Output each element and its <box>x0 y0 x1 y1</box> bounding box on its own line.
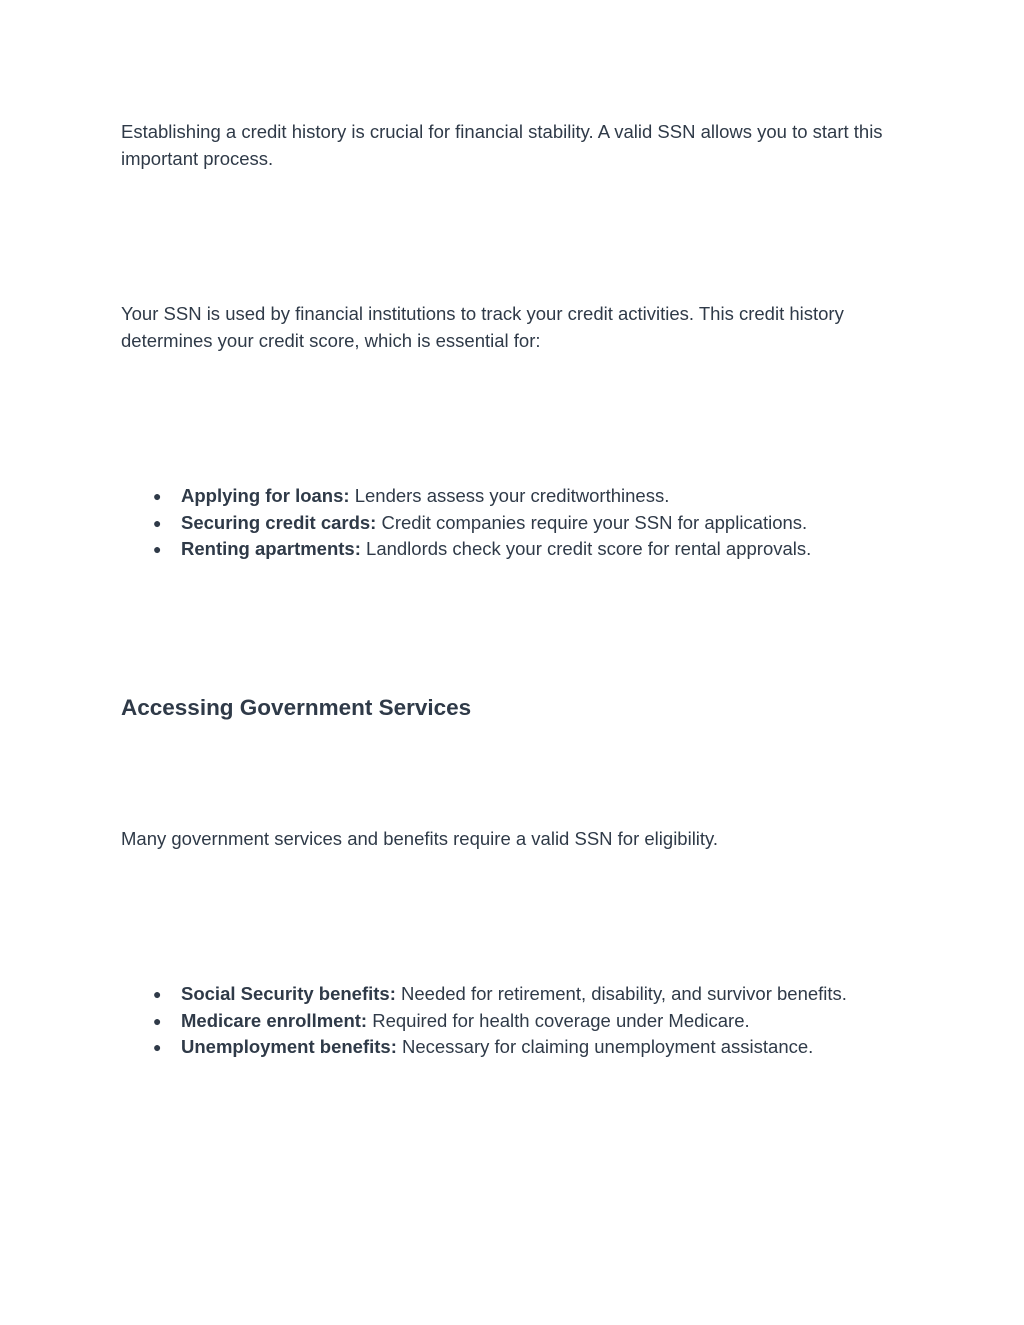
credit-uses-list <box>121 483 911 563</box>
list-item-text: Necessary for claiming unemployment assistance. <box>396 1036 814 1057</box>
list-item-term: Social Security benefits: <box>181 983 396 1004</box>
list-item <box>121 536 911 563</box>
paragraph-text: Establishing a credit history is crucial for financial stability. A valid SSN allows you to start this important process. <box>121 121 883 169</box>
list-item-text: Landlords check your credit score for rental approvals. <box>360 538 812 559</box>
list-item <box>121 981 911 1008</box>
bullet-icon: ● <box>153 488 162 504</box>
government-intro-paragraph <box>121 825 911 852</box>
list-item-term: Renting apartments: <box>181 538 361 559</box>
bullet-icon: ● <box>153 1039 162 1055</box>
section-heading: Accessing Government Services <box>121 695 472 720</box>
list-item-text: Lenders assess your creditworthiness. <box>349 485 670 506</box>
list-item-term: Medicare enrollment: <box>181 1009 368 1031</box>
paragraph-text: Your SSN is used by financial institutions to track your credit activities. This credit history determines your credit score, which is essential for: <box>121 303 844 351</box>
list-item <box>121 1034 911 1061</box>
government-services-section <box>121 694 911 722</box>
bullet-icon: ● <box>153 986 162 1002</box>
list-item <box>121 510 911 537</box>
list-item-term: Securing credit cards: <box>181 511 377 533</box>
bullet-icon: ● <box>153 514 162 531</box>
list-item <box>121 483 911 510</box>
credit-history-paragraph <box>121 300 911 354</box>
list-item-term: Applying for loans: <box>181 485 350 506</box>
government-benefits-list <box>121 981 911 1061</box>
bullet-icon: ● <box>153 541 162 557</box>
list-item-term: Unemployment benefits: <box>181 1036 397 1057</box>
credit-intro-paragraph <box>121 118 911 172</box>
list-item-text: Needed for retirement, disability, and survivor benefits. <box>395 983 847 1004</box>
list-item-text: Required for health coverage under Medicare. <box>367 1009 750 1031</box>
paragraph-text: Many government services and benefits require a valid SSN for eligibility. <box>121 828 719 849</box>
bullet-icon: ● <box>153 1012 162 1029</box>
list-item <box>121 1008 911 1035</box>
list-item-text: Credit companies require your SSN for applications. <box>376 511 808 533</box>
